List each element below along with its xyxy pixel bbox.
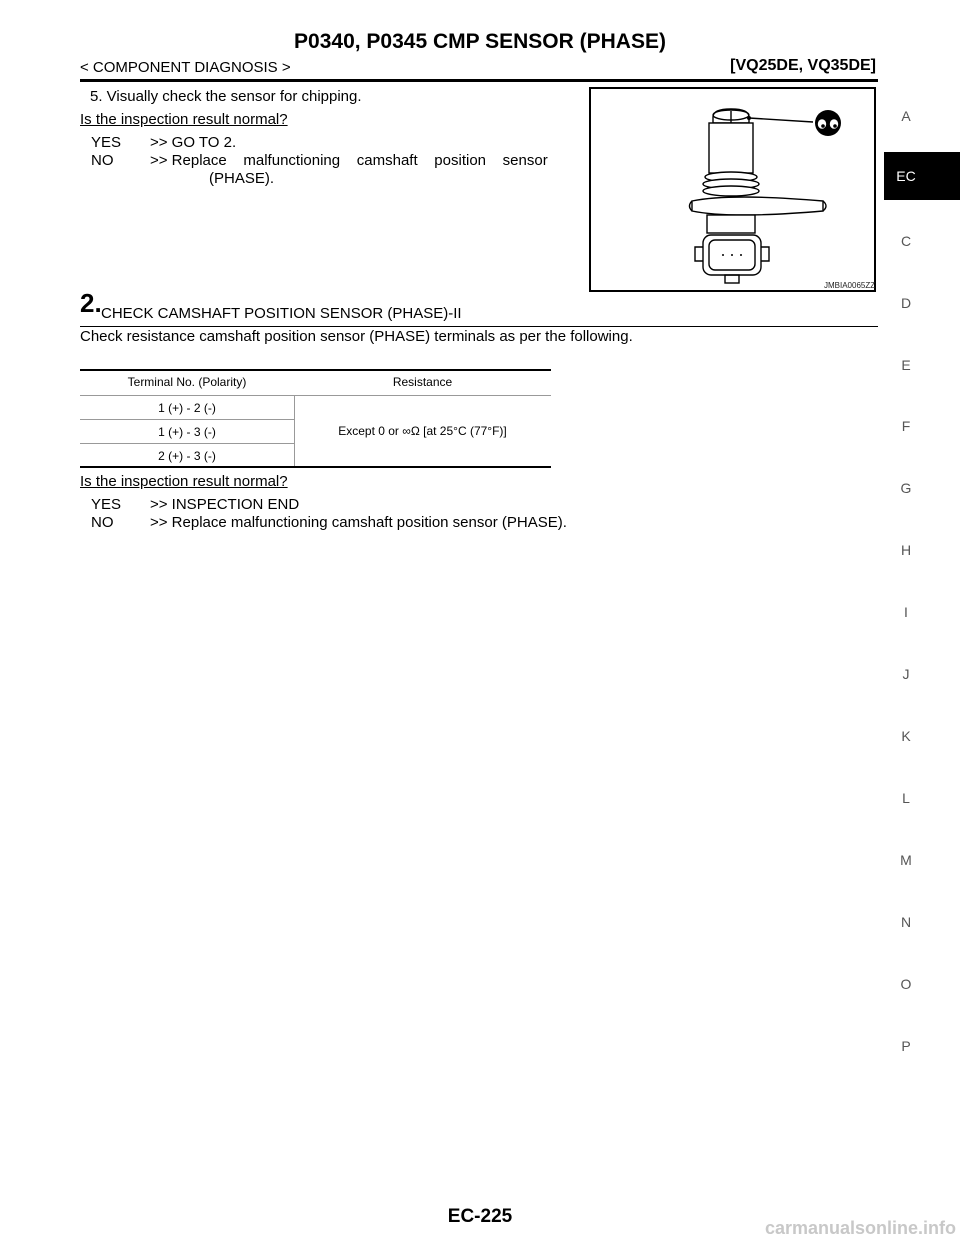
tab-o[interactable]: O (900, 976, 912, 992)
page-number: EC-225 (447, 1206, 513, 1227)
sensor-figure (589, 87, 876, 292)
header-rule (80, 79, 878, 82)
step-number: 2. (80, 288, 102, 318)
resistance-table (80, 369, 551, 468)
figure-code: JMBIA0065ZZ (824, 281, 876, 290)
step2-no-text: >> Replace malfunctioning camshaft position sensor (PHASE). (150, 514, 567, 531)
tab-j[interactable]: J (902, 666, 910, 682)
step1-instruction: 5. Visually check the sensor for chipping. (90, 88, 362, 105)
table-row: 1 (+) - 2 (-) (158, 401, 216, 415)
step2-question: Is the inspection result normal? (80, 473, 288, 490)
table-top-rule (80, 369, 551, 371)
tab-h[interactable]: H (900, 542, 912, 558)
table-header-rule (80, 395, 551, 396)
step1-no-key: NO (91, 152, 114, 169)
tab-ec-label: EC (896, 168, 916, 184)
tab-p[interactable]: P (901, 1038, 911, 1054)
step-rule (80, 326, 878, 327)
tab-d[interactable]: D (900, 295, 912, 311)
table-header-terminal: Terminal No. (Polarity) (127, 375, 247, 389)
tab-l[interactable]: L (902, 790, 910, 806)
camshaft-sensor-drawing (591, 89, 874, 290)
breadcrumb: < COMPONENT DIAGNOSIS > (80, 59, 291, 76)
tab-a[interactable]: A (901, 108, 911, 124)
table-bottom-rule (80, 466, 551, 468)
table-row-rule (80, 443, 294, 444)
step1-no-text-1: >> Replace malfunctioning camshaft position sensor (150, 152, 548, 169)
step-title: CHECK CAMSHAFT POSITION SENSOR (PHASE)-II (101, 305, 462, 322)
step2-yes-key: YES (91, 496, 122, 513)
table-row: 1 (+) - 3 (-) (158, 425, 216, 439)
tab-ec-active[interactable] (884, 152, 960, 200)
watermark[interactable]: carmanualsonline.info (764, 1218, 956, 1238)
engine-codes: [VQ25DE, VQ35DE] (730, 57, 876, 74)
step2-instruction: Check resistance camshaft position sensor (PHASE) terminals as per the following. (80, 328, 633, 345)
step1-question: Is the inspection result normal? (80, 111, 288, 128)
tab-g[interactable]: G (900, 480, 912, 496)
step1-yes-text: >> GO TO 2. (150, 134, 237, 151)
table-row-rule (80, 419, 294, 420)
tab-k[interactable]: K (901, 728, 911, 744)
step1-yes-key: YES (91, 134, 122, 151)
step1-no-text-2: (PHASE). (209, 170, 275, 187)
tab-e[interactable]: E (901, 357, 911, 373)
table-header-resistance: Resistance (392, 375, 453, 389)
tab-c[interactable]: C (900, 233, 912, 249)
inspect-eyes-icon (815, 110, 841, 136)
tab-n[interactable]: N (900, 914, 912, 930)
tab-m[interactable]: M (900, 852, 912, 868)
tab-i[interactable]: I (904, 604, 908, 620)
step2-no-key: NO (91, 514, 114, 531)
table-row: 2 (+) - 3 (-) (158, 449, 216, 463)
page-title: P0340, P0345 CMP SENSOR (PHASE) (294, 30, 666, 53)
step2-yes-text: >> INSPECTION END (150, 496, 300, 513)
tab-f[interactable]: F (901, 418, 911, 434)
table-resistance-value: Except 0 or ∞Ω [at 25°C (77°F)] (338, 424, 507, 438)
